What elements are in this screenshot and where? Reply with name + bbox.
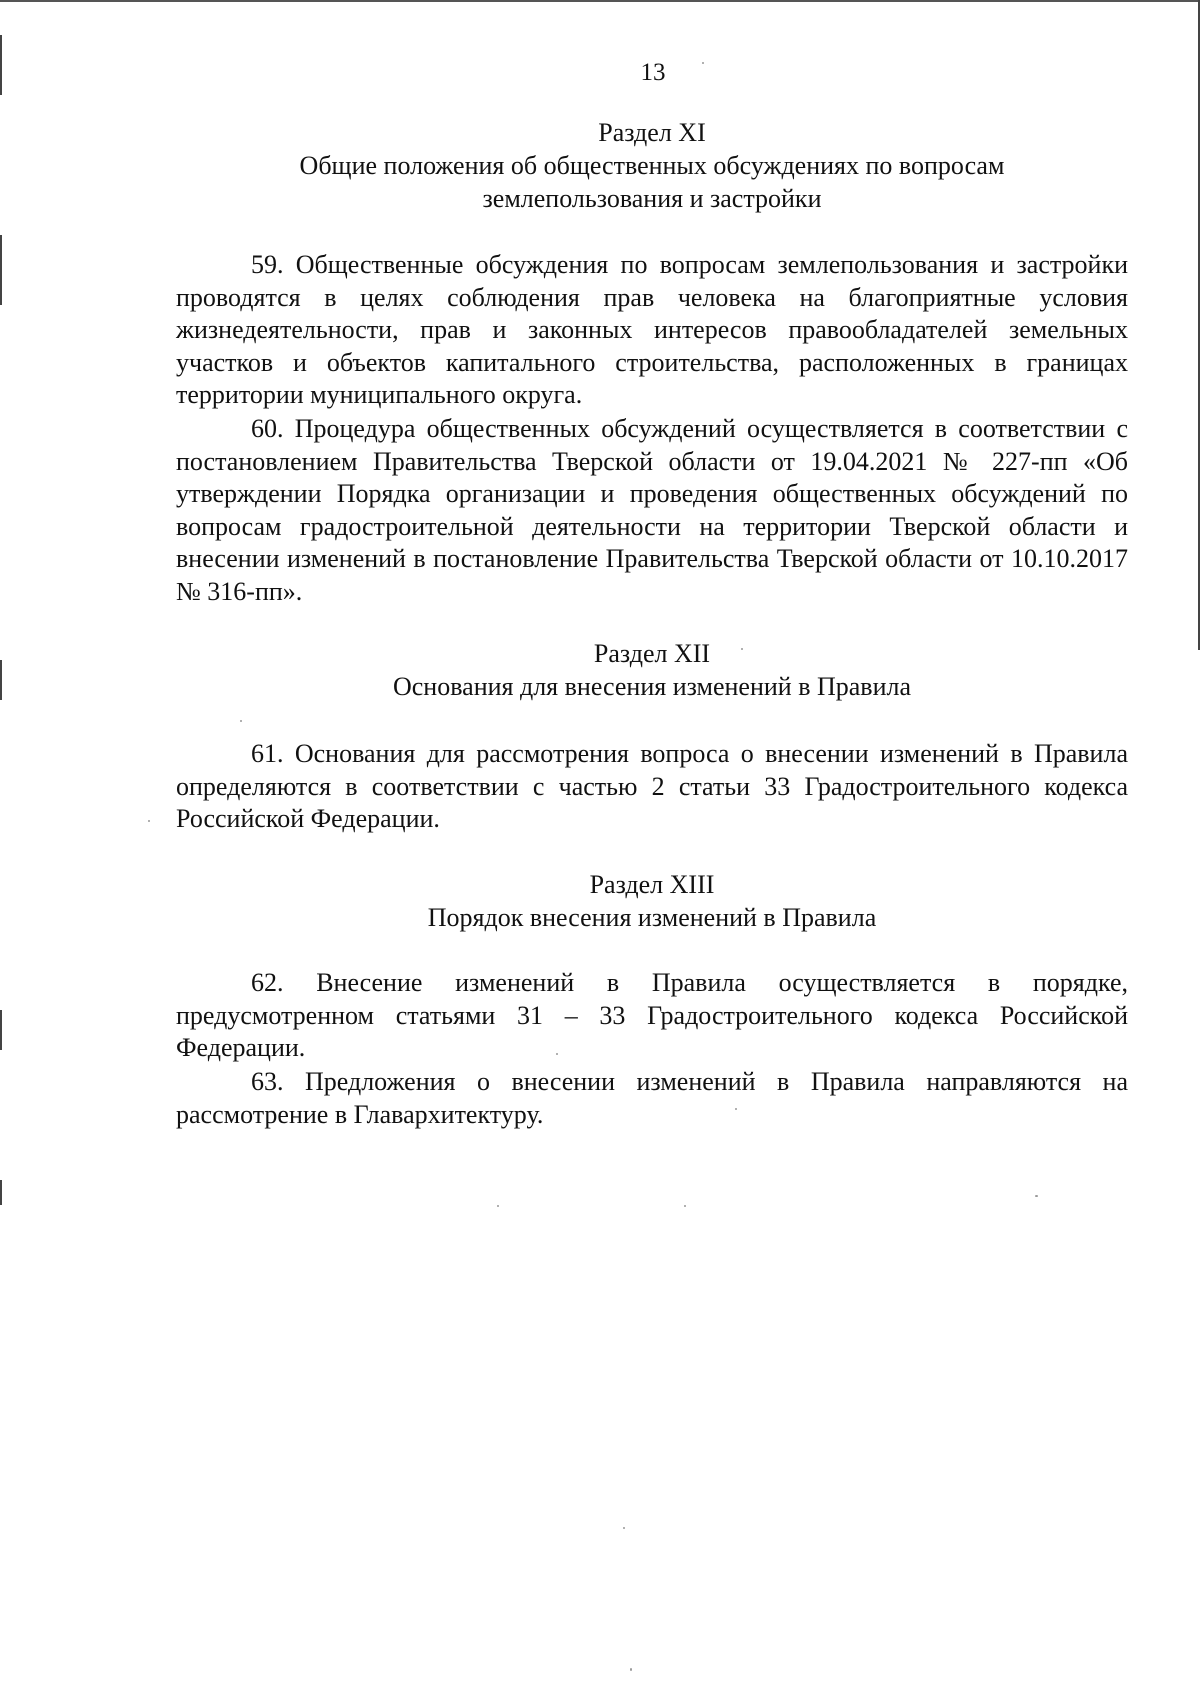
scan-edge-left-mark [0,1180,2,1205]
paragraph-59: 59. Общественные обсуждения по вопросам землепользования и застройки проводятся в целях соблюдения прав человека на благоприятные условия жизнедеятельности, прав и законных интересов правообладателей земельных участков и объектов капитального строительства, расположенных в границах территории муниципального округа. [176,250,1128,410]
paragraph-60: 60. Процедура общественных обсуждений осуществляется в соответствии с постановлением Правительства Тверской области от 19.04.2021 № 227-пп «Об утверждении Порядка организации и проведения общественных обсуждений по вопросам градостроительной деятельности на территории Тверской области и внесении изменений в постановление Правительства Тверской области от 10.10.2017 № 316-пп». [176,414,1128,606]
scan-edge-left-mark [0,1010,2,1050]
scan-edge-top [0,0,1200,2]
section-xiii-heading-text [176,868,1128,934]
section-xi-heading-text [176,116,1128,215]
section-label: Раздел XII [593,639,711,668]
scan-speck [148,820,150,822]
scan-speck [623,1527,625,1529]
section-xii-heading-text [176,637,1128,703]
scan-speck [556,1053,558,1055]
scan-speck [735,1108,737,1110]
section-title: Общие положения об общественных обсуждениях по вопросам [299,151,1005,180]
scan-speck [1035,1195,1038,1197]
paragraph-62: 62. Внесение изменений в Правила осуществляется в порядке, предусмотренном статьями 31 – 33 Градостроительного кодекса Российской Федерации. [176,968,1128,1063]
page-number: 13 [640,59,666,86]
section-xi-heading [176,116,1128,215]
scan-edge-left-mark [0,660,2,700]
section-title: Основания для внесения изменений в Правила [392,672,912,701]
scan-speck [684,1205,686,1207]
scan-speck [497,1205,499,1207]
section-label: Раздел XIII [589,870,715,899]
section-xii-heading [176,637,1128,703]
scan-edge-left-mark [0,235,2,305]
scan-speck [741,648,743,650]
section-xiii-heading [176,868,1128,934]
scan-speck [240,720,242,722]
paragraph-63: 63. Предложения о внесении изменений в Правила направляются на рассмотрение в Главархитектуру. [176,1067,1128,1129]
section-title: землепользования и застройки [482,184,822,213]
scan-speck [630,1668,632,1671]
section-title: Порядок внесения изменений в Правила [427,903,877,932]
section-label: Раздел XI [598,118,706,147]
paragraph-61: 61. Основания для рассмотрения вопроса о внесении изменений в Правила определяются в соответствии с частью 2 статьи 33 Градостроительного кодекса Российской Федерации. [176,739,1128,834]
scan-speck [702,62,704,64]
